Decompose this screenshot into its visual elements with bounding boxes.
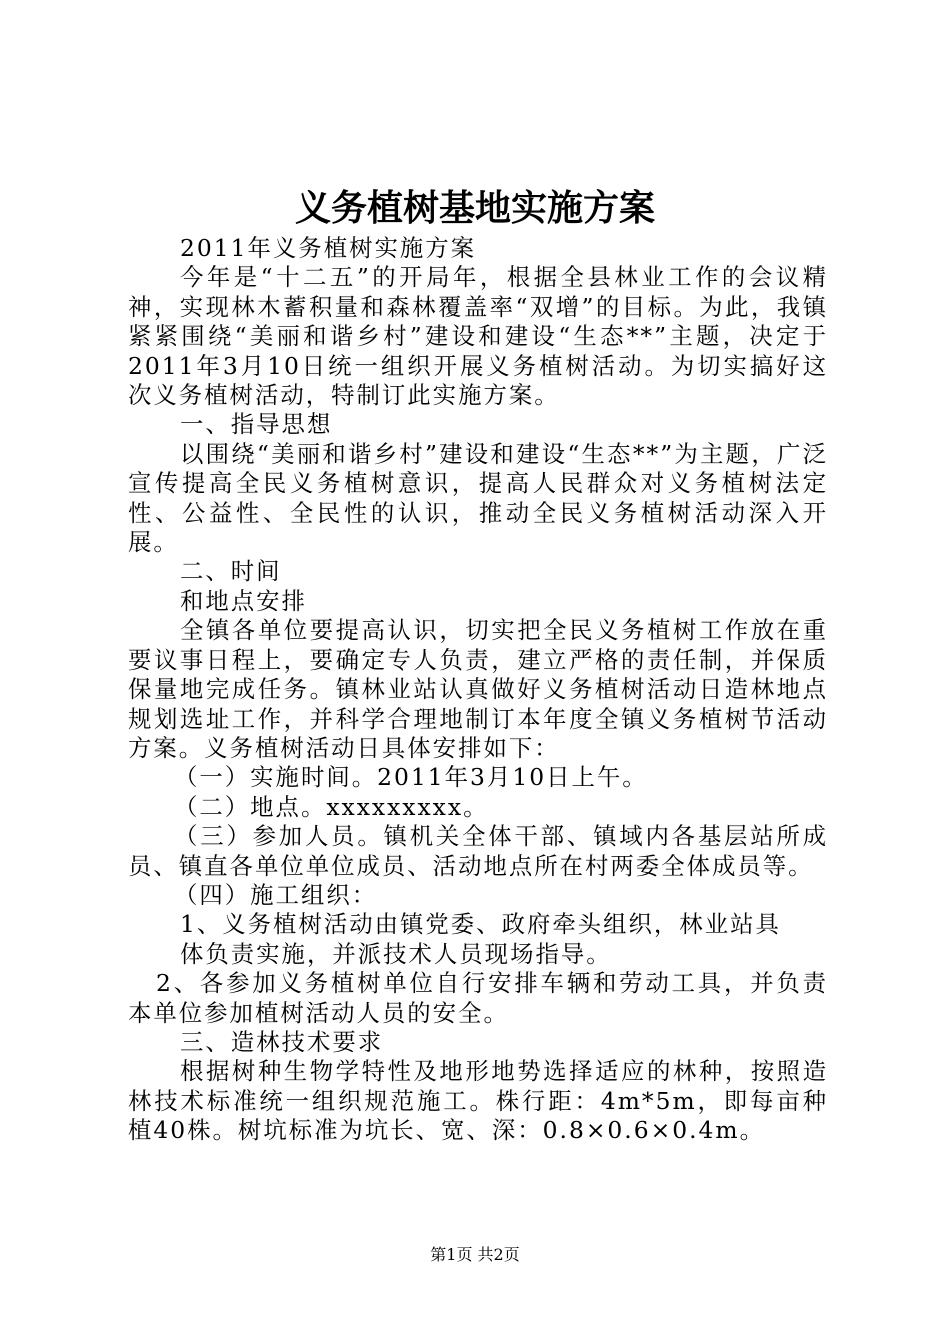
document-title: 义务植树基地实施方案 (294, 187, 655, 229)
paragraph-guiding-ideology: 以围绕“美丽和谐乡村”建设和建设“生态**”为主题，广泛宣传提高全民义务植树意识，提高人民群众对义务植树法定性、公益性、全民性的认识，推动全民义务植树活动深入开展。 (128, 439, 828, 557)
item-organization-2: 2、各参加义务植树单位自行安排车辆和劳动工具，并负责本单位参加植树活动人员的安全。 (128, 969, 828, 1027)
page-number-footer: 第1页 共2页 (430, 1245, 520, 1264)
paragraph-subtitle: 2011年义务植树实施方案 (180, 234, 477, 262)
item-participants: （三）参加人员。镇机关全体干部、镇域内各基层站所成员、镇直各单位单位成员、活动地点所在村两委全体成员等。 (128, 822, 828, 880)
paragraph-intro: 今年是“十二五”的开局年，根据全县林业工作的会议精神，实现林木蓄积量和森林覆盖率“双增”的目标。为此，我镇紧紧围绕“美丽和谐乡村”建设和建设“生态**”主题，决定于2011年3月10日统一组织开展义务植树活动。为切实搞好这次义务植树活动，特制订此实施方案。 (128, 263, 828, 410)
item-time: （一）实施时间。2011年3月10日上午。 (174, 763, 648, 792)
paragraph-technical-requirements: 根据树种生物学特性及地形地势选择适应的林种，按照造林技术标准统一组织规范施工。株行距：4m*5m，即每亩种植40株。树坑标准为坑长、宽、深：0.8×0.6×0.4m。 (128, 1057, 828, 1145)
item-organization-1b: 体负责实施，并派技术人员现场指导。 (180, 939, 612, 968)
paragraph-arrangement: 全镇各单位要提高认识，切实把全民义务植树工作放在重要议事日程上，要确定专人负责，建立严格的责任制，并保质保量地完成任务。镇林业站认真做好义务植树活动日造林地点规划选址工作，并科学合理地制订本年度全镇义务植树节活动方案。义务植树活动日具体安排如下： (128, 616, 828, 762)
heading-time: 二、时间 (180, 557, 282, 586)
heading-location-arrangement: 和地点安排 (180, 586, 307, 615)
heading-technical-requirements: 三、造林技术要求 (180, 1027, 384, 1056)
item-location: （二）地点。xxxxxxxxx。 (174, 792, 489, 821)
item-organization-1a: 1、义务植树活动由镇党委、政府牵头组织，林业站具 (180, 910, 781, 939)
document-body (128, 234, 828, 1146)
heading-guiding-ideology: 一、指导思想 (180, 410, 333, 439)
item-organization: （四）施工组织： (174, 880, 378, 909)
